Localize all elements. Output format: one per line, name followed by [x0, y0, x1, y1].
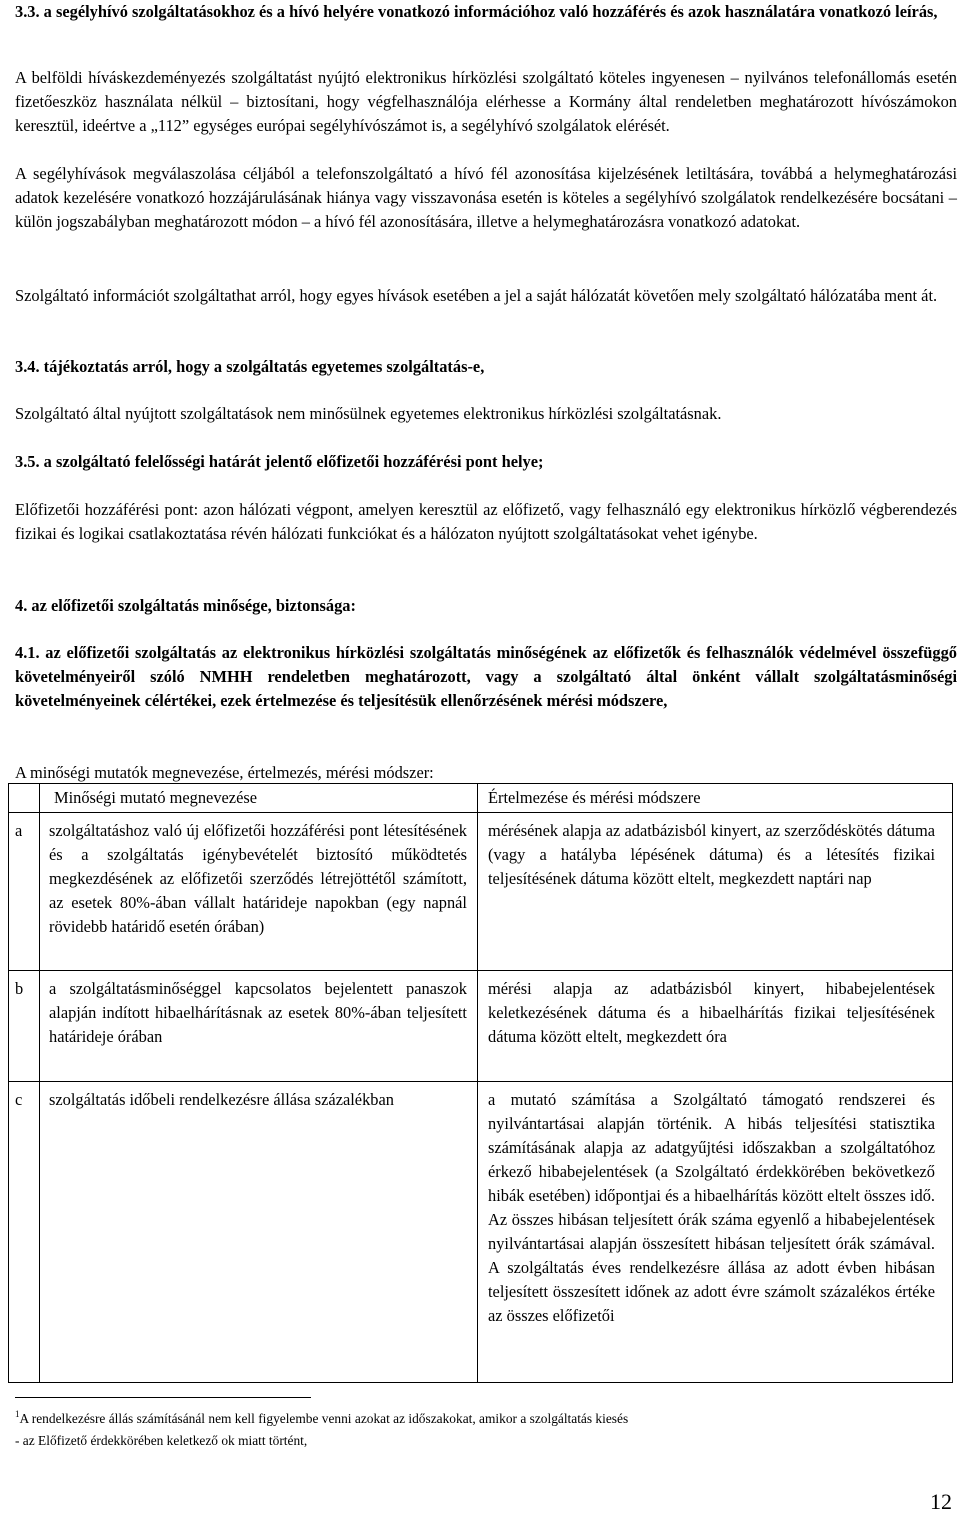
- table-row: [9, 971, 953, 1082]
- section-3-4-heading: 3.4. tájékoztatás arról, hogy a szolgáltatás egyetemes szolgáltatás-e,: [15, 357, 485, 376]
- table-row: [9, 1082, 953, 1383]
- section-3-4-paragraph: Szolgáltató által nyújtott szolgáltatások nem minősülnek egyetemes elektronikus hírközlési szolgáltatásnak.: [15, 404, 722, 423]
- footnote-separator: [15, 1397, 311, 1398]
- table-row: [9, 813, 953, 971]
- indicator-method: mérési alapja az adatbázisból kinyert, hibabejelentések keletkezésének dátuma és a hibaelhárítás fizikai teljesítésének dátuma között eltelt, megkezdett óra: [478, 971, 953, 1082]
- indicator-method: mérésének alapja az adatbázisból kinyert, az szerződéskötés dátuma (vagy a hatályba lépésének dátuma) és a létesítés fizikai teljesítésének dátuma között eltelt, megkezdett naptári nap: [478, 813, 953, 971]
- table-header-name: Minőségi mutató megnevezése: [40, 784, 478, 813]
- indicator-name: szolgáltatás időbeli rendelkezésre állása százalékban: [40, 1082, 478, 1383]
- indicator-name: szolgáltatáshoz való új előfizetői hozzáférési pont létesítésének és a szolgáltatás igénybevételét biztosító működtetés megkezdésének az előfizetői szerződés létrejöttétől számított, az esetek 80%-ában vállalt határideje napokban (egy napnál rövidebb határidő esetén órában): [40, 813, 478, 971]
- row-letter: b: [9, 971, 40, 1082]
- row-letter: a: [9, 813, 40, 971]
- section-3-3-paragraph-1: A belföldi híváskezdeményezés szolgáltatást nyújtó elektronikus hírközlési szolgáltató köteles ingyenesen – nyilvános telefonállomás esetén fizetőeszköz használata nélkül – biztosítani, hogy végfelhasználója elérhesse a Kormány által rendeletben meghatározott hívószámokon keresztül, ideértve a „112” egységes európai segélyhívószámot is, a segélyhívó szolgálatok elérését.: [15, 68, 957, 135]
- section-3-5-heading: 3.5. a szolgáltató felelősségi határát jelentő előfizetői hozzáférési pont helye;: [15, 452, 544, 471]
- table-header-letter-cell: [9, 784, 40, 813]
- section-3-5-paragraph: Előfizetői hozzáférési pont: azon hálózati végpont, amelyen keresztül az előfizető, vagy felhasználó egy elektronikus hírközlő végberendezés fizikai és logikai csatlakoztatása révén hálózati funkciókat és a hálózaton nyújtott szolgáltatásokat vehet igénybe.: [15, 500, 957, 543]
- section-3-3-paragraph-3: Szolgáltató információt szolgáltathat arról, hogy egyes hívások esetében a jel a saját hálózatát követően mely szolgáltató hálózatába ment át.: [15, 286, 938, 305]
- quality-indicators-intro: A minőségi mutatók megnevezése, értelmezés, mérési módszer:: [15, 763, 434, 782]
- section-4-1-heading: 4.1. az előfizetői szolgáltatás az elektronikus hírközlési szolgáltatás minőségének az előfizetők és felhasználók védelmével összefüggő követelményeiről szóló NMHH rendeletben meghatározott, vagy a szolgáltató által önként vállalt szolgáltatásminőségi követelményeinek célértékei, ezek értelmezése és teljesítésük ellenőrzésének mérési módszere,: [15, 643, 957, 710]
- quality-indicators-table: [8, 783, 953, 1383]
- indicator-method: a mutató számítása a Szolgáltató támogató rendszerei és nyilvántartásai alapján történik. A hibás teljesítési statisztika számításának alapja az adatgyűjtési időszakban a szolgáltatóhoz érkező hibabejelentések (a Szolgáltató érdekkörében bekövetkező hibák esetében) időpontjai és a hibaelhárítás között eltelt összes idő. Az összes hibásan teljesített órák száma egyenlő a hibabejelentések nyilvántartásai alapján összesített hibásan teljesített órák számával. A szolgáltatás éves rendelkezésre állása az adott évben hibásan teljesített összesített időnek az adott évre számolt százalékos értéke az összes előfizetői: [478, 1082, 953, 1383]
- footnote: [15, 1408, 915, 1452]
- footnote-text-1: A rendelkezésre állás számításánál nem kell figyelembe venni azokat az időszakokat, amikor a szolgáltatás kiesés: [19, 1411, 629, 1426]
- footnote-line-1: [15, 1408, 915, 1430]
- section-4-heading: 4. az előfizetői szolgáltatás minősége, biztonsága:: [15, 596, 356, 615]
- section-3-3-heading: 3.3. a segélyhívó szolgáltatásokhoz és a hívó helyére vonatkozó információhoz való hozzáférés és azok használatára vonatkozó leírás,: [15, 2, 938, 21]
- footnote-line-2: - az Előfizető érdekkörében keletkező ok miatt történt,: [15, 1433, 308, 1448]
- page-number: 12: [930, 1489, 952, 1514]
- table-header-row: [9, 784, 953, 813]
- row-letter: c: [9, 1082, 40, 1383]
- indicator-name: a szolgáltatásminőséggel kapcsolatos bejelentett panaszok alapján indított hibaelhárításnak az esetek 80%-ában teljesített határideje órában: [40, 971, 478, 1082]
- table-header-method: Értelmezése és mérési módszere: [478, 784, 953, 813]
- section-3-3-paragraph-2: A segélyhívások megválaszolása céljából a telefonszolgáltató a hívó fél azonosítása kijelzésének letiltására, továbbá a helymeghatározási adatok kezelésére vonatkozó hozzájárulásának hiánya vagy visszavonása esetén is köteles a segélyhívó szolgálatok rendelkezésére bocsátani – külön jogszabályban meghatározott módon – a hívó fél azonosítására, illetve a helymeghatározásra vonatkozó adatokat.: [15, 164, 957, 231]
- footnote-mark: 1: [15, 1408, 20, 1419]
